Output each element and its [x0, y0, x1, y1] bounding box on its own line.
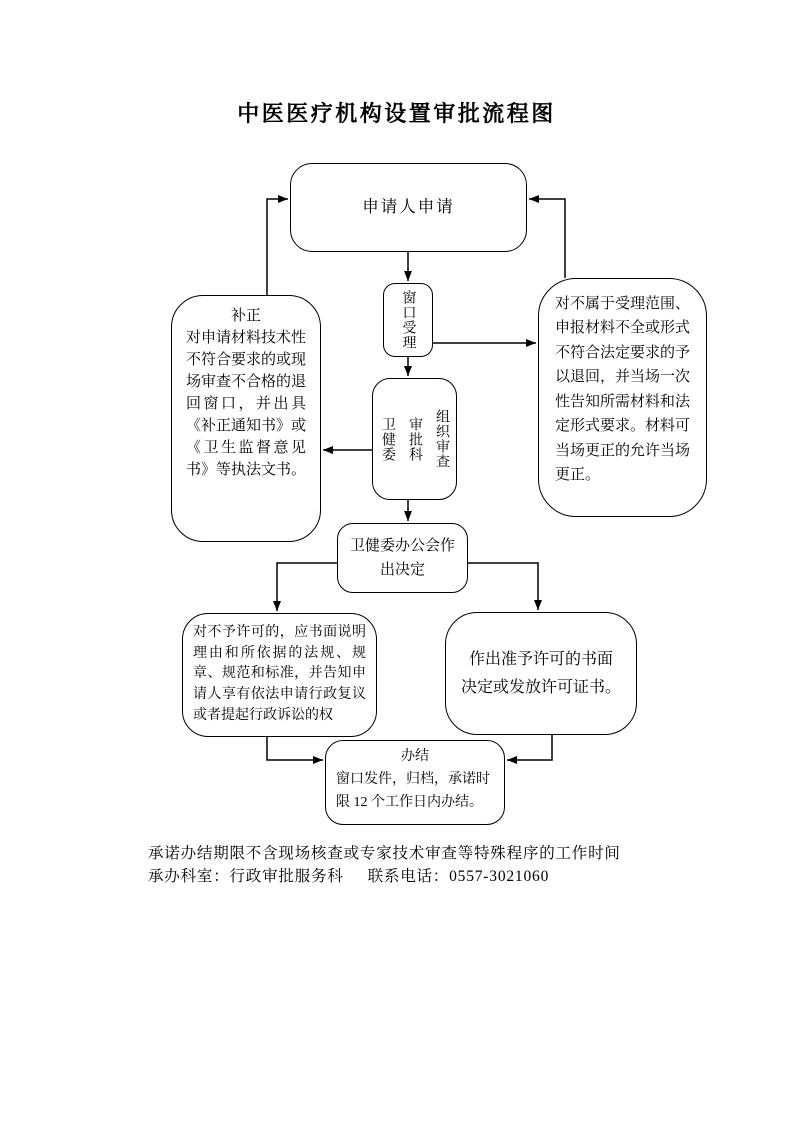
connector-deny-to-completion [267, 737, 323, 760]
footer-phone: 联系电话：0557-3021060 [367, 868, 550, 886]
correction-title: 补正 [230, 308, 261, 324]
connector-return-to-apply [529, 199, 565, 278]
approval-decision-line1: 作出准予许可的书面 [468, 650, 613, 668]
page-title: 中医医疗机构设置审批流程图 [237, 101, 556, 126]
node-applicant-application [290, 163, 527, 252]
review-col-weijianwei: 卫健委 [380, 416, 395, 462]
node-review-organization [372, 378, 457, 500]
footer-department: 承办科室：行政审批服务科 [148, 868, 344, 886]
connector-decision-to-deny [277, 563, 337, 611]
approval-decision-line2: 决定或发放许可证书。 [460, 678, 621, 696]
review-col-zuzhishencha: 组织审查 [434, 409, 449, 469]
node-correction [171, 295, 321, 542]
footer-note: 承诺办结期限不含现场核查或专家技术审查等特殊程序的工作时间 [148, 845, 621, 862]
completion-title: 办结 [401, 749, 429, 764]
connector-decision-to-approve [468, 563, 538, 610]
denial-notice-body: 对不予许可的，应书面说明理由和所依据的法规、规章、规范和标准，并告知申请人享有依法申请行政复议或者提起行政诉讼的权 [193, 625, 366, 723]
connector-correction-to-apply [267, 199, 288, 295]
node-window-acceptance [383, 283, 433, 357]
node-denial-notice [182, 613, 377, 737]
review-col-shenpike: 审批科 [407, 416, 422, 462]
decision-label: 卫健委办公会作出决定 [349, 538, 455, 578]
correction-body: 对申请材料技术性不符合要求的或现场审查不合格的退回窗口，并出具《补正通知书》或《卫生监督意见书》等执法文书。 [186, 330, 307, 479]
node-decision [337, 523, 468, 593]
node-approval-decision [445, 612, 637, 735]
window-acceptance-label: 窗口受理 [400, 290, 416, 350]
connector-approve-to-completion [507, 735, 552, 760]
applicant-application-label: 申请人申请 [362, 197, 455, 217]
footer [148, 842, 621, 889]
node-completion [325, 740, 505, 825]
completion-body: 窗口发件，归档，承诺时限 12 个工作日内办结。 [336, 772, 490, 811]
return-notice-body: 对不属于受理范围、申报材料不全或形式不符合法定要求的予以退回，并当场一次性告知所需材料和法定形式要求。材料可当场更正的允许当场更正。 [555, 296, 691, 484]
node-return-notice [538, 278, 707, 517]
